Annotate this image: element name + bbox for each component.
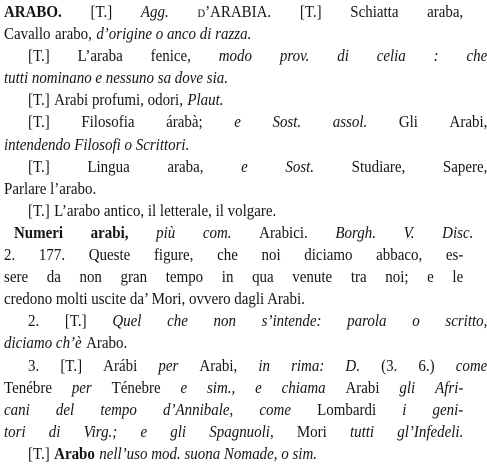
entry-line — [4, 266, 463, 288]
entry-word: come — [455, 355, 487, 375]
entry-line — [28, 45, 487, 67]
entry-word: [T.] — [28, 112, 50, 132]
entry-word: arabo, — [54, 24, 92, 44]
entry-word: chiama — [281, 377, 326, 397]
entry-word: D. — [345, 355, 360, 375]
entry-word: i — [402, 399, 407, 419]
entry-word: Sapere, — [442, 156, 487, 176]
entry-word: araba, — [427, 2, 464, 21]
entry-word: Arabi profumi, odori, — [54, 90, 183, 110]
entry-word: (3. — [381, 355, 398, 375]
entry-word: gran — [120, 267, 148, 287]
entry-word: come — [259, 399, 291, 419]
entry-word: credono molti uscite da’ Mori, ovvero dagli Arabi. — [4, 289, 305, 309]
entry-word: modo — [218, 46, 252, 66]
entry-word: scritto, — [445, 311, 487, 331]
entry-word: tori — [4, 421, 26, 441]
entry-line — [28, 355, 487, 377]
entry-word: Disc. — [442, 222, 474, 242]
entry-word: prov. — [279, 46, 310, 66]
entry-word: gli — [170, 421, 187, 441]
entry-word: araba, — [167, 156, 204, 176]
entry-word: del — [55, 399, 75, 419]
entry-word: e — [241, 156, 248, 176]
entry-word: Plaut. — [187, 90, 224, 110]
entry-word: Cavallo — [4, 24, 51, 44]
entry-line — [4, 134, 463, 156]
entry-word: cani — [4, 399, 30, 419]
entry-word: Filosofia — [81, 112, 135, 132]
entry-word: rima: — [291, 355, 325, 375]
entry-word: qua — [252, 267, 274, 287]
entry-word: parola — [347, 311, 387, 331]
entry-word: in — [221, 267, 234, 287]
entry-word: [T.] — [28, 156, 50, 176]
entry-word: [T.] — [28, 443, 50, 463]
entry-word: tempo — [100, 399, 137, 419]
entry-word: non — [79, 267, 102, 287]
entry-word: intendendo Filosofi o Scrittori. — [4, 134, 190, 154]
entry-word: sere — [4, 267, 29, 287]
entry-word: tutti nominano e nessuno sa dove sia. — [4, 68, 228, 88]
dictionary-entry — [4, 0, 487, 463]
entry-word: e — [255, 377, 262, 397]
entry-word: sim., — [206, 377, 236, 397]
entry-word: d’ARABIA. — [197, 2, 272, 21]
entry-word: árabà; — [166, 112, 203, 132]
entry-word: Arabici. — [259, 222, 308, 242]
entry-word: e — [180, 377, 188, 397]
entry-word: le — [452, 267, 464, 287]
entry-word: noi — [261, 245, 281, 265]
entry-line — [28, 111, 487, 133]
entry-word: Arabo — [54, 443, 95, 463]
entry-word: Gli — [398, 112, 418, 132]
entry-line — [28, 89, 487, 111]
entry-word: Quel — [112, 311, 142, 331]
entry-word: o — [412, 311, 420, 331]
entry-word: Numeri — [14, 222, 64, 242]
entry-word: che — [217, 245, 238, 265]
entry-word: Studiare, — [351, 156, 406, 176]
entry-line — [4, 399, 463, 421]
entry-word: Tenébre — [4, 377, 52, 397]
entry-line — [14, 222, 473, 244]
entry-word: più — [156, 222, 176, 242]
entry-word: arabi, — [90, 222, 129, 242]
entry-word: Schiatta — [350, 2, 399, 21]
entry-word: 3. — [28, 355, 40, 375]
entry-word: gl’Infedeli. — [397, 421, 464, 441]
entry-word: 6.) — [418, 355, 435, 375]
entry-word: Virg.; — [83, 421, 118, 441]
entry-word: [T.] — [64, 311, 87, 331]
entry-line — [4, 244, 463, 266]
entry-word: L’arabo antico, il letterale, il volgare. — [54, 200, 277, 220]
entry-word: Ténebre — [111, 377, 161, 397]
entry-line — [28, 443, 487, 465]
entry-word: diciamo ch’è — [4, 333, 82, 353]
entry-word: e — [427, 267, 434, 287]
entry-word: nell’uso mod. suona Nomade, o sim. — [99, 443, 318, 463]
entry-word: figure, — [153, 245, 194, 265]
entry-word: e — [234, 112, 241, 132]
entry-word: [T.] — [299, 2, 322, 21]
entry-word: s’intende: — [261, 311, 322, 331]
entry-word: geni- — [432, 399, 464, 419]
entry-word: L’araba — [77, 46, 123, 66]
entry-word: per — [71, 377, 92, 397]
entry-line — [4, 67, 463, 89]
entry-word: in — [258, 355, 270, 375]
entry-word: Arabo. — [86, 333, 128, 353]
entry-line — [4, 332, 463, 354]
entry-line — [28, 310, 487, 332]
entry-word: Queste — [88, 245, 131, 265]
entry-line — [4, 1, 463, 23]
entry-word: non — [213, 311, 236, 331]
entry-word: [T.] — [90, 2, 113, 21]
entry-word: 2. — [4, 245, 16, 265]
entry-word: celia — [376, 46, 406, 66]
entry-word: Arabi — [345, 377, 380, 397]
entry-word: tutti — [349, 421, 375, 441]
entry-line — [4, 377, 463, 399]
entry-word: fenice, — [150, 46, 191, 66]
entry-word: assol. — [332, 112, 368, 132]
entry-word: Mori — [296, 421, 327, 441]
entry-word: Spagnuoli, — [209, 421, 274, 441]
entry-word: ARABO. — [4, 2, 62, 21]
entry-word: d’Annibale, — [163, 399, 234, 419]
entry-word: Arabi, — [449, 112, 487, 132]
entry-word: Arábi — [103, 355, 138, 375]
entry-line — [28, 156, 487, 178]
entry-word: Parlare l’arabo. — [4, 178, 97, 198]
entry-word: Lombardi — [317, 399, 377, 419]
entry-word: per — [158, 355, 179, 375]
entry-line — [4, 178, 463, 200]
entry-word: Afri- — [435, 377, 464, 397]
entry-word: [T.] — [60, 355, 83, 375]
entry-word: che — [167, 311, 188, 331]
entry-word: venute — [292, 267, 333, 287]
entry-line — [4, 421, 463, 443]
entry-line — [4, 23, 463, 45]
entry-word: [T.] — [28, 46, 50, 66]
entry-word: che — [466, 46, 487, 66]
entry-word: noi; — [385, 267, 409, 287]
entry-word: di — [337, 46, 349, 66]
entry-word: tempo — [165, 267, 204, 287]
entry-word: di — [48, 421, 61, 441]
entry-word: com. — [202, 222, 232, 242]
entry-line — [4, 288, 463, 310]
entry-word: : — [433, 46, 439, 66]
entry-word: Sost. — [285, 156, 315, 176]
entry-word: da — [46, 267, 61, 287]
entry-word: e — [140, 421, 148, 441]
entry-line — [28, 200, 487, 222]
entry-word: diciamo — [304, 245, 353, 265]
entry-word: Sost. — [272, 112, 302, 132]
entry-word: Agg. — [140, 2, 169, 21]
entry-word: 177. — [38, 245, 66, 265]
entry-word: 2. — [28, 311, 40, 331]
entry-word: [T.] — [28, 200, 50, 220]
entry-word: Arabi, — [199, 355, 238, 375]
entry-word: [T.] — [28, 90, 50, 110]
entry-word: tra — [350, 267, 367, 287]
entry-word: d’origine o anco di razza. — [96, 24, 252, 44]
entry-word: gli — [399, 377, 416, 397]
entry-word: Borgh. — [335, 222, 376, 242]
entry-word: abbaco, — [376, 245, 423, 265]
entry-word: es- — [445, 245, 464, 265]
entry-word: Lingua — [87, 156, 130, 176]
entry-word: V. — [403, 222, 415, 242]
